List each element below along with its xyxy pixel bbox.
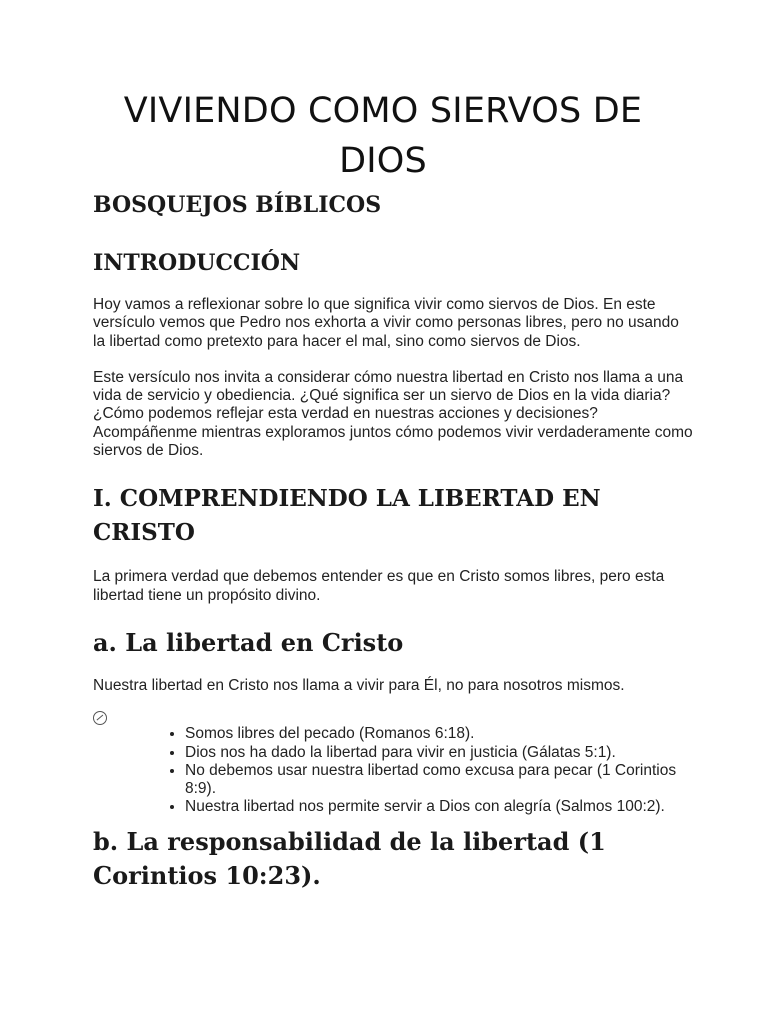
list-item: • No debemos usar nuestra libertad como excusa para pecar (1 Corintios 8:9).: [185, 762, 693, 799]
document-page: [93, 86, 693, 893]
intro-paragraph-2: Este versículo nos invita a considerar cómo nuestra libertad en Cristo nos llama a una vida de servicio y obediencia. ¿Qué significa ser un siervo de Dios en la vida diaria? ¿Cómo podemos reflejar esta verdad en nuestras acciones y decisiones? Acompáñenme mientras exploramos juntos cómo podemos vivir verdaderamente como siervos de Dios.: [93, 368, 693, 460]
broken-link-icon: [93, 711, 107, 725]
subsection-b-heading: b. La responsabilidad de la libertad (1 Corintios 10:23).: [93, 826, 606, 890]
list-item: • Nuestra libertad nos permite servir a Dios con alegría (Salmos 100:2).: [185, 798, 693, 816]
section-1-heading: I. COMPRENDIENDO LA LIBERTAD EN CRISTO: [93, 485, 601, 547]
bullet-list: [93, 725, 693, 816]
introduction-heading: INTRODUCCIÓN: [93, 250, 301, 276]
list-item: • Somos libres del pecado (Romanos 6:18).: [185, 725, 693, 743]
intro-paragraph-1: Hoy vamos a reflexionar sobre lo que significa vivir como siervos de Dios. En este versículo vemos que Pedro nos exhorta a vivir como personas libres, pero no usando la libertad como pretexto para hacer el mal, sino como siervos de Dios.: [93, 296, 679, 350]
subsection-a-heading: a. La libertad en Cristo: [93, 627, 404, 657]
section-1-paragraph: La primera verdad que debemos entender es que en Cristo somos libres, pero esta libertad tiene un propósito divino.: [93, 568, 665, 604]
document-title: VIVIENDO COMO SIERVOS DE DIOS: [123, 91, 643, 181]
subsection-a-paragraph: Nuestra libertad en Cristo nos llama a vivir para Él, no para nosotros mismos.: [93, 676, 625, 694]
document-subtitle: BOSQUEJOS BÍBLICOS: [93, 192, 382, 218]
list-item: • Dios nos ha dado la libertad para vivir en justicia (Gálatas 5:1).: [185, 744, 693, 762]
